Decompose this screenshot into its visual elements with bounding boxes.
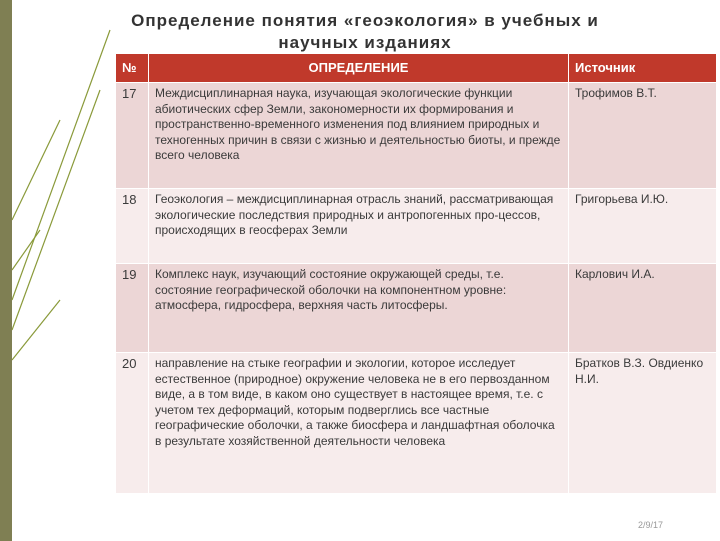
row-source: Карлович И.А. <box>575 267 655 281</box>
row-source: Братков В.З. Овдиенко Н.И. <box>575 356 704 386</box>
decorative-lines <box>0 0 120 541</box>
row-source: Григорьева И.Ю. <box>575 192 669 206</box>
header-definition: ОПРЕДЕЛЕНИЕ <box>149 54 569 82</box>
definitions-table <box>116 54 716 494</box>
row-number: 19 <box>116 264 149 352</box>
row-source: Трофимов В.Т. <box>575 86 657 100</box>
table-row <box>116 189 716 264</box>
table-row <box>116 83 716 189</box>
header-number: № <box>116 54 149 82</box>
page-title: Определение понятия «геоэкология» в учебных и научных изданиях <box>131 11 599 52</box>
row-definition: Геоэкология – междисциплинарная отрасль знаний, рассматривающая экологические последствия природных и антропогенных про-цессов, происходящих в геосферах Земли <box>149 189 569 263</box>
header-source: Источник <box>569 54 716 82</box>
row-definition: Междисциплинарная наука, изучающая экологические функции абиотических сфер Земли, закономерности их формирования и пространственно-временного изменения под влиянием природных и техногенных причин в связи с жизнью и деятельностью биоты, и прежде всего человека <box>149 83 569 188</box>
table-row <box>116 353 716 494</box>
row-number: 20 <box>116 353 149 493</box>
row-definition: Комплекс наук, изучающий состояние окружающей среды, т.е. состояние географической оболочки на компонентном уровне: атмосфера, гидросфера, верхняя часть литосферы. <box>149 264 569 352</box>
row-number: 18 <box>116 189 149 263</box>
row-number: 17 <box>116 83 149 188</box>
table-row <box>116 264 716 353</box>
row-definition: направление на стыке географии и экологии, которое исследует естественное (природное) окружение человека не в его первозданном виде, а в том виде, в каком оно существует в настоящее время, т.е. с учетом тех деформаций, которым подверглись все частные географические оболочки, а также биосфера и ландшафтная оболочка в результате хозяйственной деятельности человека <box>149 353 569 493</box>
table-header-row <box>116 54 716 83</box>
slide-date: 2/9/17 <box>638 520 664 530</box>
